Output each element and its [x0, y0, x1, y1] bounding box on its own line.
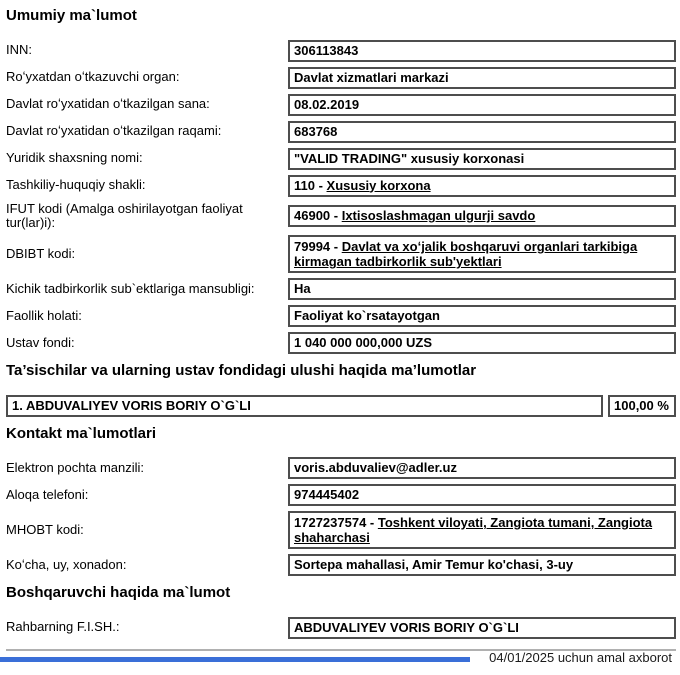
row-manager-name	[6, 617, 676, 639]
field-value-registration-date: 08.02.2019	[288, 94, 676, 116]
field-label-legal-name: Yuridik shaxsning nomi:	[6, 150, 143, 166]
field-label-charter-fund: Ustav fondi:	[6, 334, 75, 350]
field-value-street-address: Sortepa mahallasi, Amir Temur ko'chasi, 3-uy	[288, 554, 676, 576]
field-label-email: Elektron pochta manzili:	[6, 459, 145, 475]
row-legal-name	[6, 148, 676, 170]
row-street-address	[6, 554, 676, 576]
field-value-legal-form	[288, 175, 676, 197]
section-title-contact: Kontakt ma`lumotlari	[6, 424, 157, 442]
row-activity-status	[6, 305, 676, 327]
field-label-legal-form: Tashkiliy-huquqiy shakli:	[6, 177, 146, 193]
field-value-mhobt-code	[288, 511, 676, 549]
field-label-small-business: Kichik tadbirkorlik sub`ektlariga mansubligi:	[6, 280, 255, 296]
row-dbibt-code	[6, 235, 676, 273]
field-label-registration-number: Davlat roʻyxatidan oʻtkazilgan raqami:	[6, 123, 222, 139]
row-charter-fund	[6, 332, 676, 354]
bottom-accent-bar	[0, 657, 470, 662]
field-label-ifut-code: IFUT kodi (Amalga oshirilayotgan faoliyat tur(lar)i):	[6, 200, 243, 230]
dbibt-code: 79994 -	[294, 239, 342, 255]
field-label-phone: Aloqa telefoni:	[6, 486, 89, 502]
field-value-dbibt-code	[288, 235, 676, 273]
section-title-founders: Ta’sischilar va ularning ustav fondidagi ulushi haqida ma’lumotlar	[6, 362, 477, 380]
founder-share: 100,00 %	[608, 395, 676, 417]
footer-note: 04/01/2025 uchun amal axborot	[489, 649, 672, 665]
field-label-inn: INN:	[6, 42, 32, 58]
field-label-dbibt-code: DBIBT kodi:	[6, 245, 76, 261]
field-value-inn: 306113843	[288, 40, 676, 62]
row-registration-number	[6, 121, 676, 143]
field-label-activity-status: Faollik holati:	[6, 307, 82, 323]
mhobt-code: 1727237574 -	[294, 515, 378, 531]
field-value-registering-authority: Davlat xizmatlari markazi	[288, 67, 676, 89]
field-value-ifut-code	[288, 205, 676, 227]
ifut-code: 46900 -	[294, 207, 342, 223]
row-small-business	[6, 278, 676, 300]
row-email	[6, 457, 676, 479]
field-value-legal-name: "VALID TRADING" xususiy korxonasi	[288, 148, 676, 170]
field-label-registration-date: Davlat roʻyxatidan oʻtkazilgan sana:	[6, 96, 210, 112]
field-value-charter-fund: 1 040 000 000,000 UZS	[288, 332, 676, 354]
field-label-manager-name: Rahbarning F.I.SH.:	[6, 619, 120, 635]
row-registering-authority	[6, 67, 676, 89]
field-value-activity-status: Faoliyat ko`rsatayotgan	[288, 305, 676, 327]
row-ifut-code	[6, 202, 676, 231]
legal-form-link[interactable]: Xususiy korxona	[326, 177, 431, 193]
founder-row	[6, 395, 676, 417]
row-mhobt-code	[6, 511, 676, 549]
row-registration-date	[6, 94, 676, 116]
row-phone	[6, 484, 676, 506]
field-value-manager-name: ABDUVALIYEV VORIS BORIY O`G`LI	[288, 617, 676, 639]
legal-form-code: 110 -	[294, 177, 327, 193]
row-legal-form	[6, 175, 676, 197]
field-value-registration-number: 683768	[288, 121, 676, 143]
founder-name: 1. ABDUVALIYEV VORIS BORIY O`G`LI	[6, 395, 603, 417]
field-label-mhobt-code: MHOBT kodi:	[6, 521, 84, 537]
dbibt-link[interactable]: Davlat va xoʻjalik boshqaruvi organlari tarkibiga kirmagan tadbirkorlik sub'yektlari	[294, 239, 638, 270]
field-value-phone: 974445402	[288, 484, 676, 506]
mhobt-link[interactable]: Toshkent viloyati, Zangiota tumani, Zangiota shaharchasi	[294, 515, 653, 546]
section-title-manager: Boshqaruvchi haqida ma`lumot	[6, 584, 231, 602]
field-label-registering-authority: Roʻyxatdan oʻtkazuvchi organ:	[6, 69, 180, 85]
field-value-small-business: Ha	[288, 278, 676, 300]
field-label-street-address: Koʻcha, uy, xonadon:	[6, 556, 127, 572]
ifut-link[interactable]: Ixtisoslashmagan ulgurji savdo	[341, 207, 536, 223]
field-value-email: voris.abduvaliev@adler.uz	[288, 457, 676, 479]
row-inn	[6, 40, 676, 62]
section-title-general: Umumiy ma`lumot	[6, 7, 137, 24]
